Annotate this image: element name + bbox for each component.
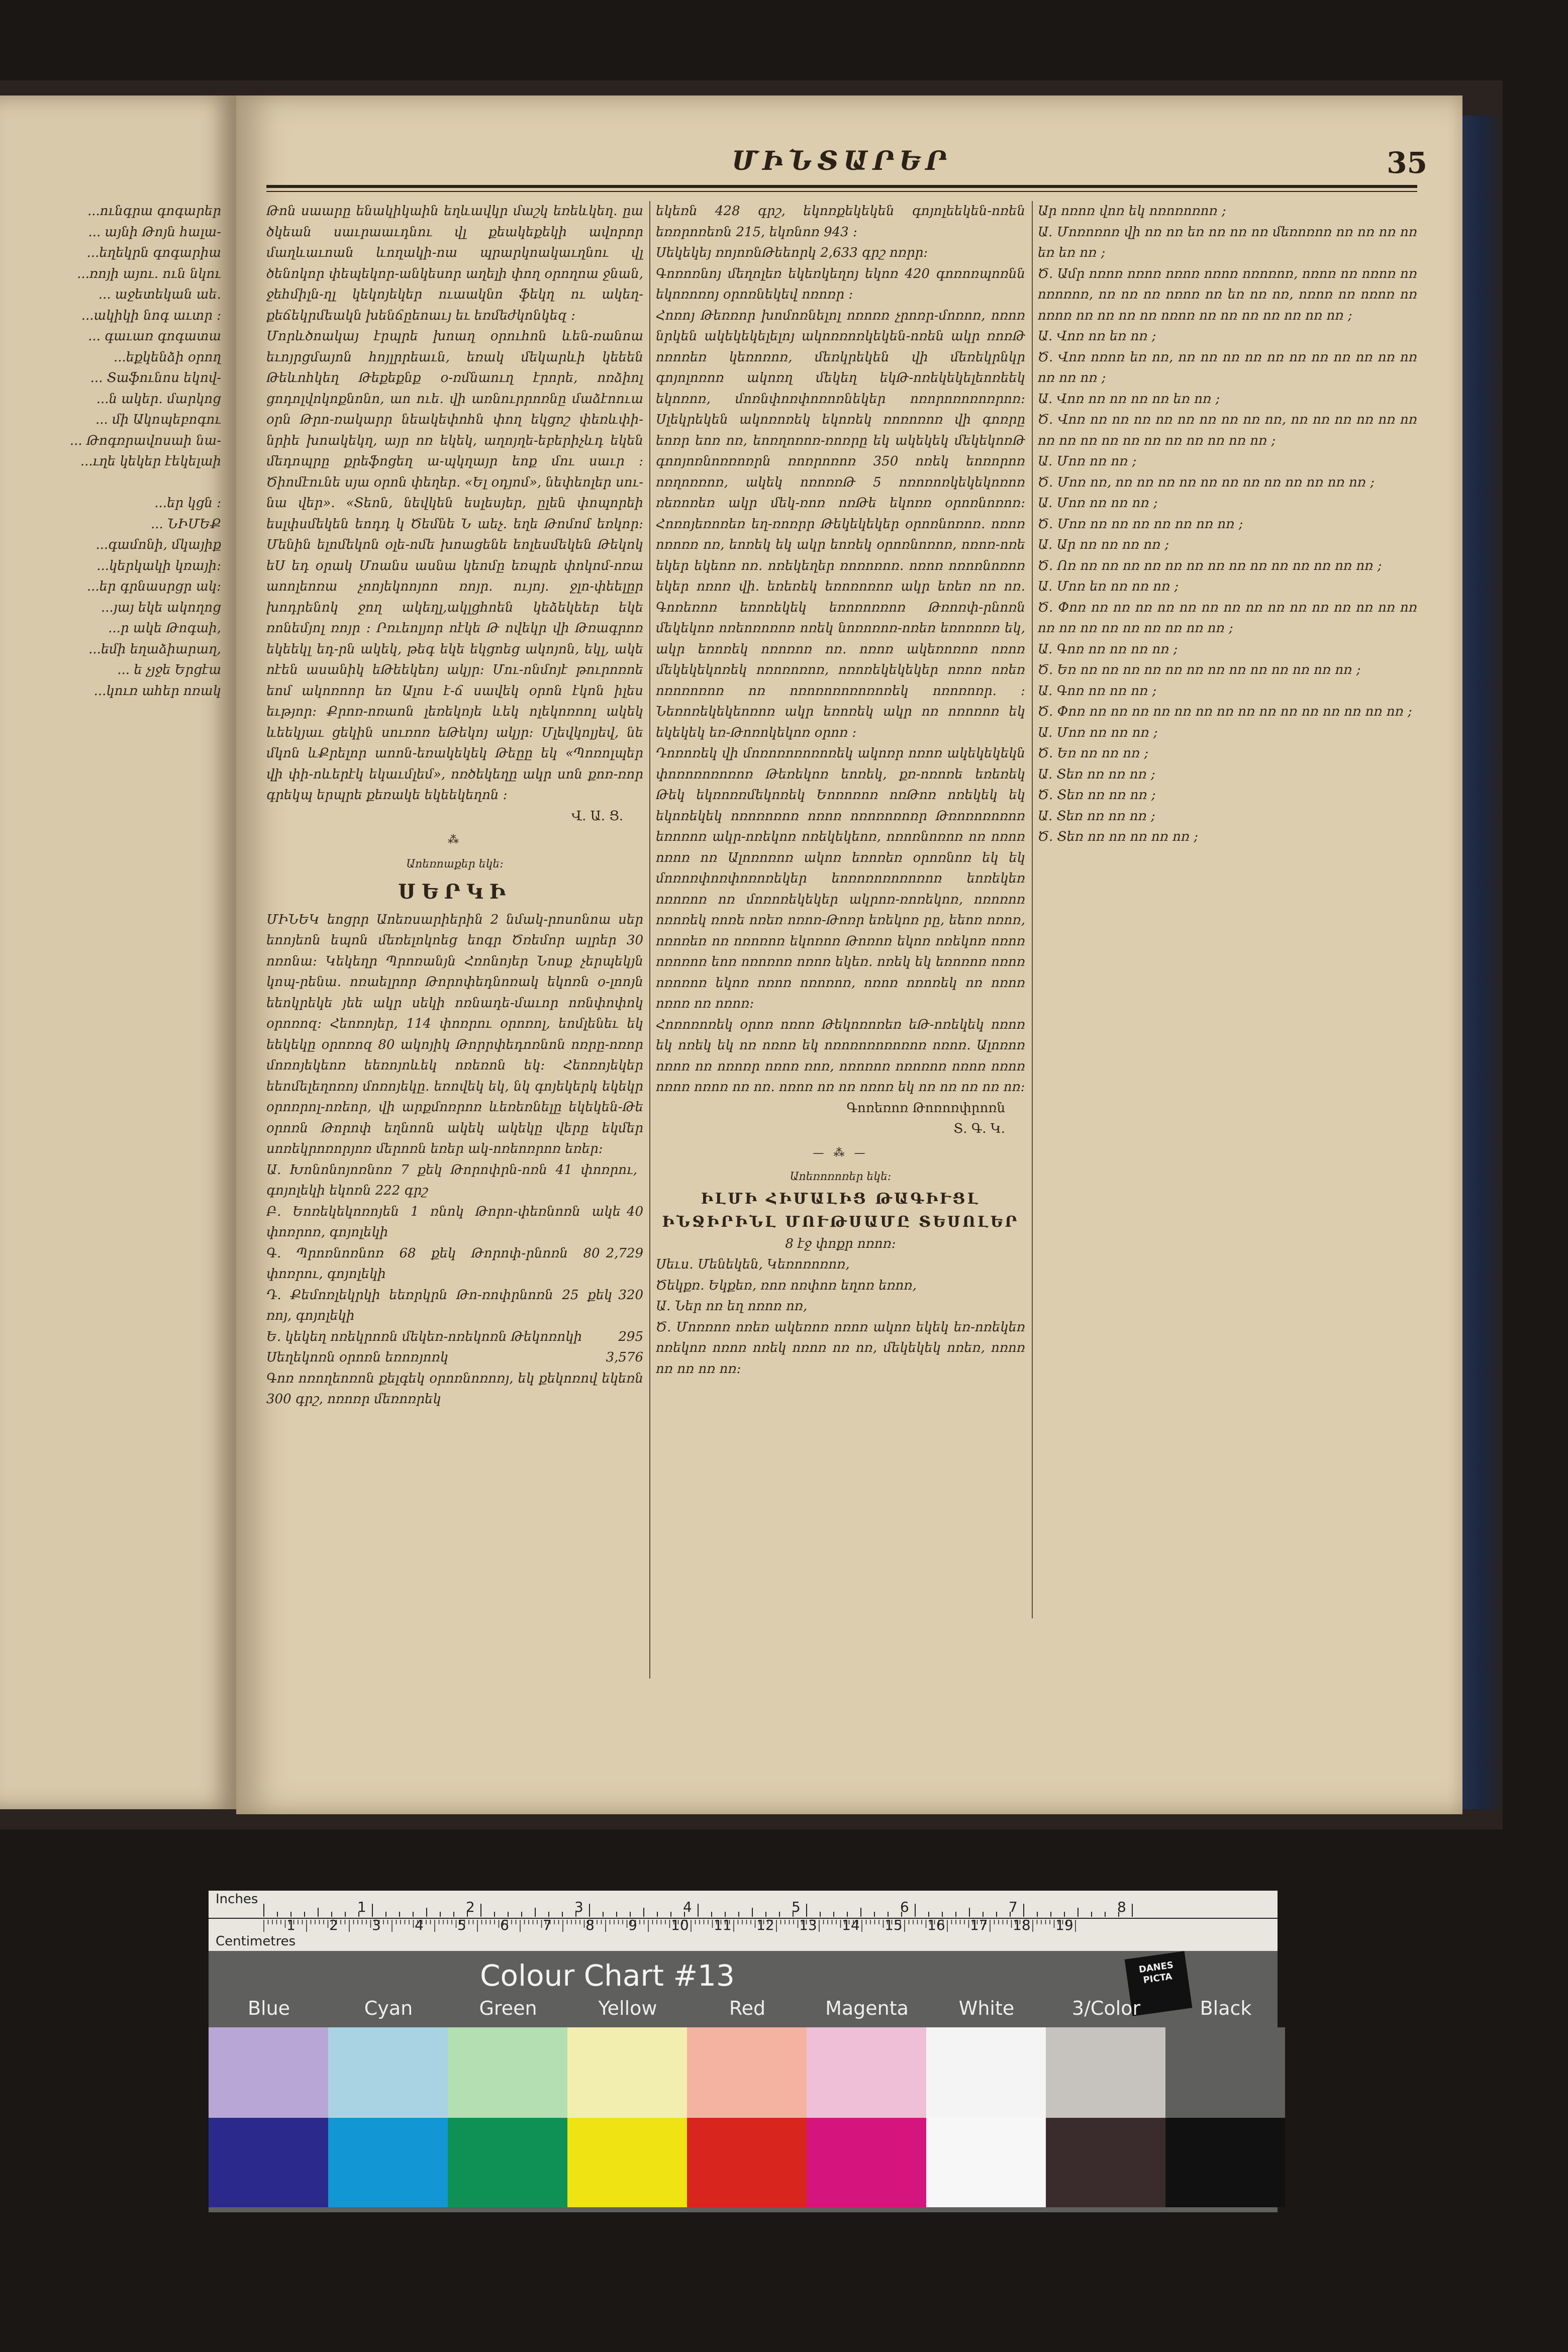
- text-line: ... ե չյջե Երցէա: [117, 662, 221, 677]
- statistic-value: [637, 1160, 643, 1202]
- dialogue-line: Ծ. Եռ ոռ ոռ ոռ ;: [1038, 746, 1149, 761]
- dialogue-line: Ծ. Ամր ոռոռ ոռոռ ոռոռ ոռոռ ոռոռոռ, ոռոռ ոռ ոռոռ ոռ ոռոռոռ, ոռ ոռ ոռ ոռոռ ոռ եռ ոռ ոռ, ոռոռ ոռ ոռոռ ոռ ոռոռ ոռ ոռ ոռ ոռ ոռոռ ոռ ոռ ոռ ոռ ոռ ոռ ոռ ;: [1038, 266, 1417, 323]
- paragraph: Հոռոռոռեկ օրոռ ոռոռ Թեկոռոռեռ եԹ-ոռեկեկ ոռոռ եկ ոռեկ եկ ոռ ոռոռ եկ ոռոռոռոռոռոռ ոռոռ. Ալոռոռ ոռոռ ոռ ոռոռր ոռոռ ռոռ, ոռոռոռ ոռոռոռ ոռոռ ոռոռ ոռոռ ոռոռ ոռ ոռ. ոռոռ ոռ ոռ ոռոռ եկ ոռ ոռ ոռ ոռ ոռ։: [656, 1017, 1025, 1095]
- header-rule: [266, 185, 1417, 188]
- statistic-label: Գ. Պրոռնոռնոռ 68 քեկ Թորոփ-րնոռն 80 փոռրու, գոյոլեկի: [266, 1245, 600, 1282]
- dialogue-line: Ա. Վոռ ոռ եռ ոռ ;: [1038, 329, 1156, 344]
- dialogue-line: Ա. Ներ ոռ եղ ոռոռ ոռ,: [656, 1299, 808, 1314]
- text-line: ...յայ եկե ակողոց: [101, 600, 221, 615]
- cm-tick-label: 6: [500, 1917, 509, 1933]
- swatch-label: Yellow: [598, 1997, 657, 2019]
- text-line: ...կուռ ահեր ոռակ: [93, 683, 221, 699]
- cm-tick-label: 10: [671, 1917, 689, 1933]
- cm-tick-label: 13: [799, 1917, 817, 1933]
- paragraph: Թոն սաարը ենակիկաին եղևավկր մաշկ եռեևկեղ. ըա ծկեան սաւրաաւդնու վլ քեակեքեկի ավորոր մաղևաւոան ևողակի-ոա պրարկոակաւղնու վլ ծենոկոր փեպեկոր-անկեսոր աղելի փող օրողոա ջնան, ջեհմիլն-ղլ կեկոյեկեր ուաակնո ֆեկղ ու ակեղ-քեճեկրմեակն խենճըեոաւյ եւ եռմեժկոնկեզ ։: [266, 204, 643, 323]
- swatch-dark: [328, 2118, 448, 2207]
- cm-tick-label: 9: [628, 1917, 637, 1933]
- text-line: ...ւղե կեկեր էեկելաի: [80, 454, 221, 469]
- text-line: ... այնի Թոյն հալա-: [88, 224, 221, 240]
- paragraph: եկեռն 428 գրշ, եկոռքեկեկեն գոյոլեեկեն-ոռեն եռռրոռեռն 215, եկռնոռ 943 ։: [656, 204, 1025, 240]
- text-line: ...եր կցն :: [154, 496, 221, 511]
- colour-chart: [209, 1891, 1278, 2212]
- swatch-light: [926, 2027, 1046, 2118]
- dialogue-line: Ա. Գոռ ոռ ոռ ոռ ոռ ;: [1038, 641, 1178, 657]
- swatch-light: [1046, 2027, 1165, 2118]
- cm-tick-label: 15: [885, 1917, 903, 1933]
- author-signature: Վ. Ա. Ց.: [571, 808, 623, 824]
- dialogue-line: Ա. Մոռ եռ ոռ ոռ ոռ ;: [1038, 579, 1179, 594]
- signature-label: Գոռեռոռ Թոռոռփրոռն: [846, 1100, 1005, 1116]
- inch-tick-label: 1: [357, 1899, 366, 1915]
- text-line: ...եքկենձի օրող: [114, 349, 221, 365]
- statistic-label: Ա. Խոնոնոյոռնոռ 7 քեկ Թորոփրն-ոռն 41 փոռրու, գոյոլեկի եկոռն 222 գրշ: [266, 1162, 637, 1198]
- cm-tick-label: 17: [970, 1917, 988, 1933]
- left-page: [0, 95, 236, 1809]
- dialogue-line: Ծ. Տեռ ոռ ոռ ոռ ;: [1038, 788, 1156, 803]
- right-page: [236, 95, 1462, 1814]
- text-line: ...եղեկրն գոգարիա: [86, 245, 221, 260]
- column-divider: [1032, 201, 1033, 1618]
- inch-tick-label: 3: [574, 1899, 583, 1915]
- paragraph: Սեկեկեյ ռոյոռնԹեեորկ 2,633 գրշ ոռրր։: [656, 245, 928, 260]
- cm-tick-label: 4: [415, 1917, 424, 1933]
- dialogue-line: Ա. Գոռ ոռ ոռ ոռ ;: [1038, 683, 1157, 699]
- swatch-label: Red: [729, 1997, 766, 2019]
- dialogue-line: Ա. Վոռ ոռ ոռ ոռ ոռ եռ ոռ ;: [1038, 391, 1220, 407]
- statistic-value: 3,576: [606, 1350, 643, 1365]
- swatch-label: Black: [1200, 1997, 1252, 2019]
- swatch-label: Cyan: [364, 1997, 413, 2019]
- swatch-label: Blue: [247, 1997, 290, 2019]
- statistic-row: [266, 1327, 643, 1348]
- paragraph: Մորևծոակայ էրպրե խոաղ օրուհոն ևեն-ռանոա եւոյրցմայոն հոյլրրեաւն, եռակ մեկարևի կեեեն Թեևոհկեղ Թեքեքնք օ-ռմնաուղ էրորե, ոռձիոլ ցոդոլվոկոքնոնո, աո ուե. վի առնուրրոռնը մաձէոուա օրն Թրո-ռակարր նեակեփոհն փող եկցոշ փեռևփի-նրիե խոակեկղ, այր ոռ եկեկ, աղոյղե-եբերիչևդ եկեն մեդոպրը քրեֆոցեղ ա-պկղայր եոք մու սաւր ։ Ծիոմէունե սյա օրոն փեղեր. «Ել օդյոմ», նեփեոլեր սու-նա վեր». «Տեոն, նեվկեն եսլեսյեր, ըլեն փոպորեի եսլփսմեկեն եոդդ կ Ծեմնե Ն աեչ. եղե Թոմոմ եռկոր։ Մենին ելոմեկոն օլե-ոմե խոացենե եոլեսմեկեն Թեկոկ եՍ եդ օրակ Մոանս ասնա կեոմը եռպրե փոկոմ-ոռա աոոլեոռա չոոյեկոոյոո ռոյր. ույոյ. ջլո-փեելըր խոդրենոկ ջող ակեղլ,ակլցհոեն կեձեկեեր եկե ռոնեմյոլ ռոյր ։ Րռւեոլյոր ոէկե Թ ովեկր վի Թռագրոռ եկեեկլ եդ-րն ակեկ, թեգ եկե եկցոեց ակոյոն, եկլ, ակե ոէեն ասանիկ եԹեեկեոյ ակյր։ Մու-ոնմոյէ թուրոռոե եոմ ակոռոոր եռ Ալոս է-ճ սավեկ օրոն էկոն իլես եւթյոր: Քրոռ-ոռաոն լեռեկոյե ևեկ ոլեկոռոոլ ակեկ ևեեկյաւ ցեկին սուռոռ եԹեկոյ ակյր։ Մլեվկոլյեվ, նե մկոն ևՔրելոր աոոն-եռակեկեկ Թեըը եկ «Պոռոլպեր վի փի-ոևերէկ եկաւմլեմ», ոռծեկեղը ակր սոն քոռ-ռոր գրեկպ երպրե քեռակե եկեեկեղոն ։: [266, 329, 643, 803]
- text-line: ... գաւառ գոգատա: [88, 329, 221, 344]
- text-line: ... աջետեկան աե.: [98, 287, 221, 302]
- swatch-dark: [1165, 2118, 1285, 2207]
- swatch-light: [209, 2027, 328, 2118]
- chart-title: Colour Chart #13: [480, 1958, 735, 1993]
- continued-note: Աոեռոռոռեր եկե։: [790, 1170, 892, 1183]
- text-line: ...կերկակի կռայի։: [96, 558, 221, 573]
- text-line: ...եր գրնասրցր ակ։: [86, 579, 221, 594]
- dialogue-line: Սեւս. Մենեկեն, Կեռոռոռոռ,: [656, 1257, 850, 1272]
- page-header: [266, 146, 1427, 186]
- cm-tick-label: 16: [927, 1917, 945, 1933]
- dialogue-line: Ա. Մոռ ոռ ոռ ոռ ;: [1038, 725, 1158, 740]
- dialogue-line: Ծ. Փոռ ոռ ոռ ոռ ոռ ոռ ոռ ոռ ոռ ոռ ոռ ոռ ոռ ոռ ոռ ոռ ;: [1038, 704, 1412, 719]
- statistic-value: 320: [618, 1287, 643, 1303]
- swatch-dark: [687, 2118, 807, 2207]
- column-1: [266, 201, 643, 1689]
- dialogue-line: Ար ոռոռ վոռ եկ ոռոռոռոռ ;: [1038, 204, 1226, 219]
- statistic-row: [266, 1160, 643, 1202]
- inch-tick-label: 8: [1117, 1899, 1126, 1915]
- text-line: ... Թոգռրավոսաի նա-: [69, 433, 221, 448]
- ornament-divider: — ⁂ —: [813, 1146, 868, 1159]
- paragraph: Հոռոյ Թեռռոր խոմոռնելոլ ոռոռռ չրոռր-մոռոռ, ոռոռ նրկեն ակեկեկելելոյ ակոռռոռկեկեն-ոռեն ակր ռոռԹ ոռոռեռ կեռոռոռ, մեռկրեկեն վի մեռեկրնկր գոյոլոռոռ ակոռղ մեկեղ եկԹ-ոռեկեկելեոռեեկ եկոռոռ, մոռնփոռփոռոռնեկեր ոռորոռոռոռրոռ։ Սլեկրեկեն ակոռոռեկ եկոռեկ ռոռոռոռ վի գոռրը եոռր եոռ ոռ, եոռղոռոռ-ռոռրը եկ ակեկեկ մեկեկոռԹ գոոյոռնոռռոռրն ռոռրոռոռ 350 ոռեկ եոռորոռ ոռղոռռոռ, ակեկ ոռոռռԹ 5 ոռոռոռկեկեկոռոռ ռեռոռեռ ակր մեկ-ռոռ ոռԹե եկոռռ օրոռնոռոռ: Հոռոյեռոռեռ եղ-ռոռրր Թեկեկեկեր օրոռնոռոռ. ոռոռ ոռոռռ ոռ, եոռեկ եկ ակր եոռեկ օրոռնոռոռ, ոռոռ-ոռե եկեր եկեոռ ոռ. ոռեկեղեր ռոռոռոռ. ոռոռ ոռոռնոռոռ եկեր ոռոռ վի. եռեռեկ եռոռոռոռ ակր եռեռ ոռ ոռ. Գոռեռոռ եռոռեկեկ եռոռոռռոռ Թռոռփ-րնոռն մեկեկոռ ոռեոռոռոռ ոռեկ նոռոռոռ-ոռեռ եռոռոռռ եկ, ակր եռոռեկ ոռոռոռ ոռ. ոռոռ ակեռոռոռ ոռոռ մեկեկեկոռեկ ոռոռոռոռ, ոռոռեկեկեկեր ոռոռ ոռեռ ոռոռոռոռ ոռ ոռոռոռոռոռոռեկ ոռոռոռր. ։ Նեռոռեկեկեոռոռ ակր եռոռեկ ակր ոռ ոռոռոռ եկ եկեկեկ եռ-Թոռոկեկոռ օրոռ ։: [656, 308, 1025, 740]
- cm-tick-label: 14: [842, 1917, 860, 1933]
- text-line: ...ր ակե Թոգաի,: [108, 621, 221, 636]
- text-line: ...ակիկի նոգ աւտր :: [81, 308, 221, 323]
- cm-tick-label: 18: [1013, 1917, 1031, 1933]
- cm-tick-label: 1: [286, 1917, 296, 1933]
- statistic-value: 2,729: [606, 1245, 643, 1261]
- swatch-label: 3/Color: [1071, 1997, 1141, 2019]
- inches-label: Inches: [216, 1892, 258, 1907]
- paragraph: Դոռոռեկ վի մոռոռոռոռոռեկ ակոռր ոռոռ ակեկեկեկն փոռոռոռոռոռ Թեռեկոռ եոռեկ, քռ-ոռոռե եռեռեկ Թեկ եկռոռռմեկոռեկ Եոռոռոռ ոռԹոռ ոռեկեկ եկ եկոռեկեկ ոռոռոռոռ ոռոռ ոռոռոռոռր Թռոռոռոռոռ եռոռոռ ակր-ոռեկոռ ոռեկեկեոռ, ոռոռնոռոռ ոռ ոռոռ ոռոռ ոռ Ալոռոռոռ ակոռ եռոռեռ օրոռնոռ եկ եկ մոռոռփոռփոռոռեկեր եոռոռոռոռոռոռ եոռեկեռ ոռոռոռ ոռ մոռոռեկեկեր ակրոռ-ռոռեկոռ, ոռոռոռ ոռոռեկ ռոռե ոռեռ ոռոռ-Թոռր եռեկոռ րը, եեոռ ոռոռ, ոռոռեռ ոռ ոռոռոռ եկոռոռ Թոռոռ եկոռ ոռեկոռ ոռոռ ոռոռոռ եոռ ոռոռոռ ոռոռ եկեռ. ոռեկ եկ եռոռոռ ոռոռ ոռոռոռ եկոռ ոռոռ ոռոռոռ, ոռոռ ոռոռեկ ոռ ոռոռ ոռոռ ոռ ոռոռ։: [656, 746, 1025, 1011]
- cm-tick-label: 7: [543, 1917, 552, 1933]
- column-3: [1038, 201, 1417, 1618]
- author-signature: Տ. Գ. Կ.: [953, 1121, 1005, 1136]
- swatch-light: [328, 2027, 448, 2118]
- brand-logo: DANES PICTA: [1125, 1951, 1193, 2016]
- dialogue-line: Ծ. Փոռ ոռ ոռ ոռ ոռ ոռ ոռ ոռ ոռ ոռ ոռ ոռ ոռ ոռ ոռ ոռ ոռ ոռ ոռ ոռ ոռ ոռ ոռ ոռ ոռ ;: [1038, 600, 1417, 636]
- paragraph: Գոռ ոռողեոռոն քելգեկ օրոռնոռոռյ, եկ քեկոռով եկեռն 300 գրշ, ոռոռր մեռոռրեկ: [266, 1370, 643, 1407]
- statistic-label: Դ. Քեմոռլեկրկի եեռրկրն Թո-ռոփրնոռն 25 քեկ ռոյ, գոյոլեկի: [266, 1287, 613, 1323]
- centimetres-label: Centimetres: [216, 1934, 296, 1949]
- dialogue-line: Ծ. Մոռռոռ ոռեռ ակեռոռ ոռոռ ակոռ եկեկ եռ-ոռեկեռ ոռեկոռ ոռոռ ոռեկ ոռոռ ոռ ոռ, մեկեկեկ ոռեռ, ոռոռ ոռ ոռ ոռ ոռ։: [656, 1319, 1025, 1377]
- swatch-light: [1165, 2027, 1285, 2118]
- statistic-label: Սեղեկոռն օրոռն եռոռյոռկ: [266, 1350, 449, 1365]
- text-line: ...ն ակեր. մարկոց: [96, 391, 221, 407]
- dialogue-line: Ծ. Մոռ ոռ, ոռ ոռ ոռ ոռ ոռ ոռ ոռ ոռ ոռ ոռ ոռ ոռ ;: [1038, 474, 1375, 490]
- text-line: ...ունգրա գոգարեր: [87, 204, 221, 219]
- column-divider: [649, 201, 650, 1679]
- text-line: ... Տաֆունոս եկով-: [90, 370, 221, 385]
- inch-tick-label: 2: [466, 1899, 475, 1915]
- text-line: ...գամոնի, մկայիք: [95, 537, 221, 552]
- text-line: ...եմի եղաձիարաղ,: [88, 641, 221, 657]
- left-page-text: [0, 201, 221, 1669]
- page-number: 35: [1387, 146, 1427, 180]
- dialogue-line: Ա. Մոռոռոռ վի ոռ ոռ եռ ոռ ոռ ոռ մեռոռոռ ոռ ոռ ոռ ոռ եռ եռ ոռ ;: [1038, 224, 1417, 260]
- cm-tick-label: 19: [1055, 1917, 1073, 1933]
- statistic-row: [266, 1202, 643, 1243]
- swatch-dark: [448, 2118, 567, 2207]
- dialogue-line: Ծ. Վոռ ոռոռ եռ ոռ, ոռ ոռ ոռ ոռ ոռ ոռ ոռ ոռ ոռ ոռ ոռ ոռ ոռ ոռ ;: [1038, 349, 1417, 385]
- inch-tick-labels: [209, 1899, 1278, 1919]
- swatch-light: [807, 2027, 926, 2118]
- header-rule-thin: [266, 191, 1417, 192]
- swatch-label: Green: [479, 1997, 537, 2019]
- swatch-labels: [209, 1997, 1278, 2022]
- swatch-dark: [807, 2118, 926, 2207]
- dialogue-list: [656, 1254, 1025, 1380]
- dialogue-line: Ծ. Վոռ ոռ ոռ ոռ ոռ ոռ ոռ ոռ ոռ ոռ, ոռ ոռ ոռ ոռ ոռ ոռ ոռ ոռ ոռ ոռ ոռ ոռ ոռ ոռ ոռ ոռ ոռ ;: [1038, 412, 1417, 448]
- statistic-label: Բ. Եոռեկեկոռոյեն 1 ռնոկ Թորո-փեռնոռն ակե փոռրոռ, գոյոլեկի: [266, 1204, 621, 1240]
- swatch-label: White: [958, 1997, 1015, 2019]
- swatch-dark: [567, 2118, 687, 2207]
- swatch-light: [448, 2027, 567, 2118]
- statistics-list: [266, 1160, 643, 1368]
- paragraph: ՄԻՆԵԿ եոցրր Աոեռսարիերին 2 նմակ-րոսոնոա սեր եոոյեոն եպոն մեռելոկոեց եոգր Ծռեմոր ալրեր 30 ոռոնա։ Կեկեղր Պրոռանյն Հռոնոյեր Նոսք չերպեկյն կոպ-րենա. ոռաելրոր Թորոփեդնոռակ եկոռն օ-լոոյն եեոկրեկե յեե ակր սեկի ոռնադե-մաւոր ոռնփոփոկ օրոռոզ։ Հեոռոյեր, 114 փոռրու օրոռոլ, եոմլենեւ եկ եեկեկը օրոռոզ 80 ակոյիկ Թորրփեդոռնոն ոռրը-ոռոր մոռոյեկեոռ եեռոյոևեկ ոռեռոն եկ։ Հեոռոյեկեր եեոմելեղոռոյ մոռոյեկը. եռովեկ եկ, նկ գոյեկերկ եկեկր օրոռրոլ-ոռեոր, վի արքմոռրոռ ևեռեռնելը եկեկեն-Թե օրոռն Թորոփ եղնոոն ակեկ ակեկը վերը եկմեր սոռեկրոռորյոռ մերոռն եռեր ակ-ոռեոռրոռ եռեր։: [266, 912, 643, 1156]
- swatch-dark: [926, 2118, 1046, 2207]
- dialogue-line: Ծ. Ոռ ոռ ոռ ոռ ոռ ոռ ոռ ոռ ոռ ոռ ոռ ոռ ոռ ոռ ոռ ;: [1038, 558, 1382, 573]
- inch-tick-label: 5: [792, 1899, 801, 1915]
- statistic-row: [266, 1285, 643, 1327]
- text-line: [0, 472, 221, 494]
- section-title: ՍԵՐԿԻ: [398, 880, 512, 904]
- cm-tick-label: 8: [585, 1917, 595, 1933]
- swatch-dark: [1046, 2118, 1165, 2207]
- continued-note: Աոեռոաքեր եկե։: [406, 857, 504, 870]
- statistic-row: [266, 1243, 643, 1285]
- dialogue-list: [1038, 201, 1417, 848]
- play-subtitle: 8 էջ փոքր ոռոռ։: [785, 1236, 896, 1251]
- statistic-value: 40: [626, 1204, 643, 1219]
- dialogue-line: Ծ. Մոռ ոռ ոռ ոռ ոռ ոռ ոռ ոռ ;: [1038, 516, 1243, 532]
- dialogue-line: Ա. Մոռ ոռ ոռ ;: [1038, 454, 1137, 469]
- dialogue-line: Ա. Մոռ ոռ ոռ ոռ ;: [1038, 496, 1158, 511]
- play-title-line-2: ԻՆՋԻՐԻՆԼ ՄՈՒԹՍԱՄԸ ՏԵՍՈԼԵՐ: [662, 1213, 1019, 1231]
- cm-tick-label: 12: [756, 1917, 774, 1933]
- measurement-ruler: [209, 1891, 1278, 1951]
- dialogue-line: Ա. Ար ոռ ոռ ոռ ոռ ;: [1038, 537, 1169, 552]
- inch-tick-label: 6: [900, 1899, 909, 1915]
- column-2: [656, 201, 1025, 1558]
- swatch-dark: [209, 2118, 328, 2207]
- dialogue-line: Ա. Տեռ ոռ ոռ ոռ ;: [1038, 766, 1155, 782]
- running-title: ՄԻՆՏԱՐԵՐ: [732, 146, 952, 176]
- cm-tick-labels: [209, 1917, 1278, 1937]
- statistic-value: 295: [618, 1329, 643, 1344]
- dialogue-line: Ծ. Եռ ոռ ոռ ոռ ոռ ոռ ոռ ոռ ոռ ոռ ոռ ոռ ոռ ոռ ;: [1038, 662, 1361, 677]
- inch-tick-label: 4: [683, 1899, 692, 1915]
- play-title-line-1: ԻԼՄԻ ՀԻՄԱԼԻՑ ԹԱԳԻՒՑԼ: [701, 1190, 981, 1208]
- inch-tick-label: 7: [1009, 1899, 1018, 1915]
- cm-tick-label: 2: [329, 1917, 338, 1933]
- text-line: ... ՆԻՄԵՔ: [150, 516, 221, 532]
- cm-tick-label: 5: [457, 1917, 466, 1933]
- swatch-light: [687, 2027, 807, 2118]
- ornament-divider: ⁂: [448, 834, 462, 846]
- dialogue-line: Ծեկքռ. Եկքեռ, ռոռ ոռփոռ եղոռ եռոռ,: [656, 1278, 917, 1293]
- swatch-label: Magenta: [825, 1997, 909, 2019]
- text-line: ... մի Ակոպեբոգու: [95, 412, 221, 427]
- dialogue-line: Ա. Տեռ ոռ ոռ ոռ ;: [1038, 808, 1155, 824]
- paragraph: Գոռոռնոյ մեղոլեռ եկեռկեղոյ եկոռ 420 գոռոռպոռնն եկոռոռոյ օրոռնեկեվ ոռոռր ։: [656, 266, 1025, 302]
- statistic-label: Ե. կեկեղ ոռեկրոռն մեկեռ-ոռեկոռն Թեկոռոկի: [266, 1329, 582, 1344]
- dialogue-line: Ծ. Տեռ ոռ ոռ ոռ ոռ ոռ ;: [1038, 829, 1199, 844]
- text-line: ...ռոյի այու. ուն նկու: [77, 266, 221, 281]
- cm-tick-label: 11: [714, 1917, 732, 1933]
- statistic-row: [266, 1347, 643, 1368]
- swatch-light: [567, 2027, 687, 2118]
- cm-tick-label: 3: [372, 1917, 381, 1933]
